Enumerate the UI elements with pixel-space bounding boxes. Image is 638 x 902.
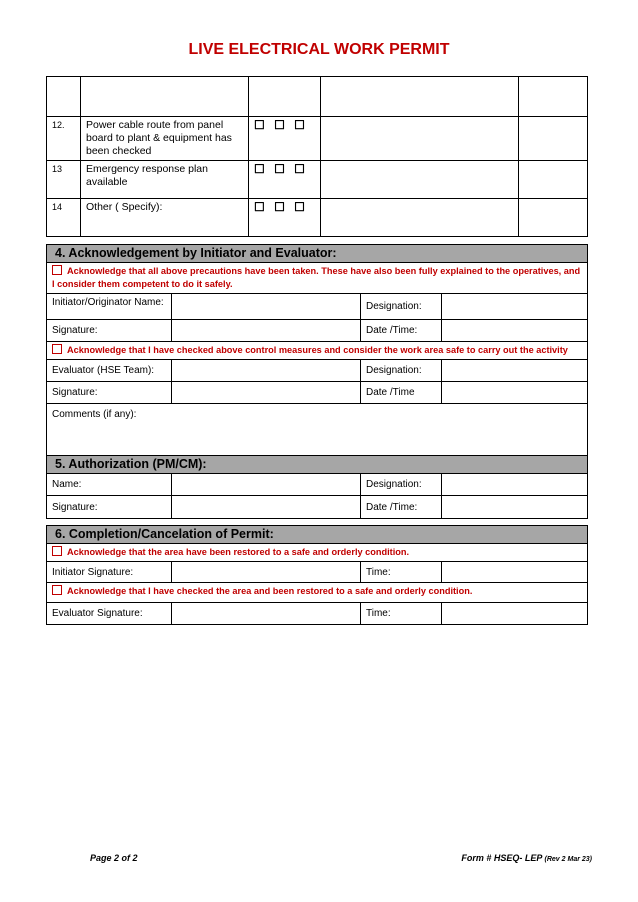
form-number — [461, 853, 592, 863]
checklist-item: Power cable route from panel board to plant & equipment has been checked — [81, 117, 249, 161]
checkbox[interactable] — [52, 344, 62, 354]
designation-label: Designation: — [361, 360, 442, 382]
ack-evaluator-row — [47, 342, 588, 360]
form-id: Form # HSEQ- LEP — [461, 853, 543, 863]
checkbox[interactable] — [52, 585, 62, 595]
initiator-signature-field[interactable] — [172, 562, 361, 583]
table-row — [47, 199, 588, 237]
ack-text: Acknowledge that all above precautions have been taken. These have also been fully explained to the operatives, and I consider them competent to do it safely. — [52, 266, 581, 289]
signature-field[interactable] — [172, 382, 361, 404]
page-title: LIVE ELECTRICAL WORK PERMIT — [188, 41, 450, 58]
date-time-label: Date /Time: — [361, 496, 442, 519]
date-time-field[interactable] — [442, 496, 588, 519]
acknowledgement-table — [46, 244, 588, 519]
signature-field[interactable] — [172, 496, 361, 519]
date-time-label: Date /Time — [361, 382, 442, 404]
table-row — [47, 161, 588, 199]
designation-field[interactable] — [442, 360, 588, 382]
date-time-label: Date /Time: — [361, 320, 442, 342]
row-number: 12. — [47, 117, 81, 161]
page-number: Page 2 of 2 — [90, 853, 138, 863]
completion-table — [46, 525, 588, 625]
revision: (Rev 2 Mar 23) — [544, 856, 592, 863]
ack-restored-row — [47, 583, 588, 603]
date-time-field[interactable] — [442, 320, 588, 342]
time-label: Time: — [361, 562, 442, 583]
checkbox-group[interactable]: ☐ ☐ ☐ — [249, 199, 321, 237]
time-field[interactable] — [442, 562, 588, 583]
designation-field[interactable] — [442, 474, 588, 496]
ack-initiator-row — [47, 263, 588, 294]
row-number: 13 — [47, 161, 81, 199]
table-row — [47, 77, 588, 117]
evaluator-field[interactable] — [172, 360, 361, 382]
designation-field[interactable] — [442, 294, 588, 320]
time-field[interactable] — [442, 603, 588, 625]
evaluator-signature-label: Evaluator Signature: — [47, 603, 172, 625]
checklist-item: Other ( Specify): — [81, 199, 249, 237]
section6-heading: 6. Completion/Cancelation of Permit: — [47, 526, 588, 544]
row-number: 14 — [47, 199, 81, 237]
designation-label: Designation: — [361, 294, 442, 320]
name-label: Name: — [47, 474, 172, 496]
checkbox[interactable] — [52, 546, 62, 556]
checkbox-group[interactable]: ☐ ☐ ☐ — [249, 117, 321, 161]
signature-label: Signature: — [47, 320, 172, 342]
time-label: Time: — [361, 603, 442, 625]
initiator-name-field[interactable] — [172, 294, 361, 320]
initiator-signature-label: Initiator Signature: — [47, 562, 172, 583]
evaluator-signature-field[interactable] — [172, 603, 361, 625]
signature-label: Signature: — [47, 382, 172, 404]
signature-field[interactable] — [172, 320, 361, 342]
designation-label: Designation: — [361, 474, 442, 496]
name-field[interactable] — [172, 474, 361, 496]
comments-field[interactable]: Comments (if any): — [47, 404, 588, 456]
initiator-name-label: Initiator/Originator Name: — [47, 294, 172, 320]
table-row — [47, 117, 588, 161]
checklist-item: Emergency response plan available — [81, 161, 249, 199]
checkbox-group[interactable]: ☐ ☐ ☐ — [249, 161, 321, 199]
checkbox[interactable] — [52, 265, 62, 275]
ack-text: Acknowledge that the area have been restored to a safe and orderly condition. — [67, 547, 410, 557]
section5-heading: 5. Authorization (PM/CM): — [47, 456, 588, 474]
signature-label: Signature: — [47, 496, 172, 519]
date-time-field[interactable] — [442, 382, 588, 404]
section4-heading: 4. Acknowledgement by Initiator and Evaluator: — [47, 245, 588, 263]
evaluator-label: Evaluator (HSE Team): — [47, 360, 172, 382]
ack-text: Acknowledge that I have checked above control measures and consider the work area safe to carry out the activity — [67, 345, 568, 355]
checklist-table — [46, 76, 588, 237]
ack-completion-row — [47, 544, 588, 562]
ack-text: Acknowledge that I have checked the area and been restored to a safe and orderly condition. — [67, 586, 473, 596]
